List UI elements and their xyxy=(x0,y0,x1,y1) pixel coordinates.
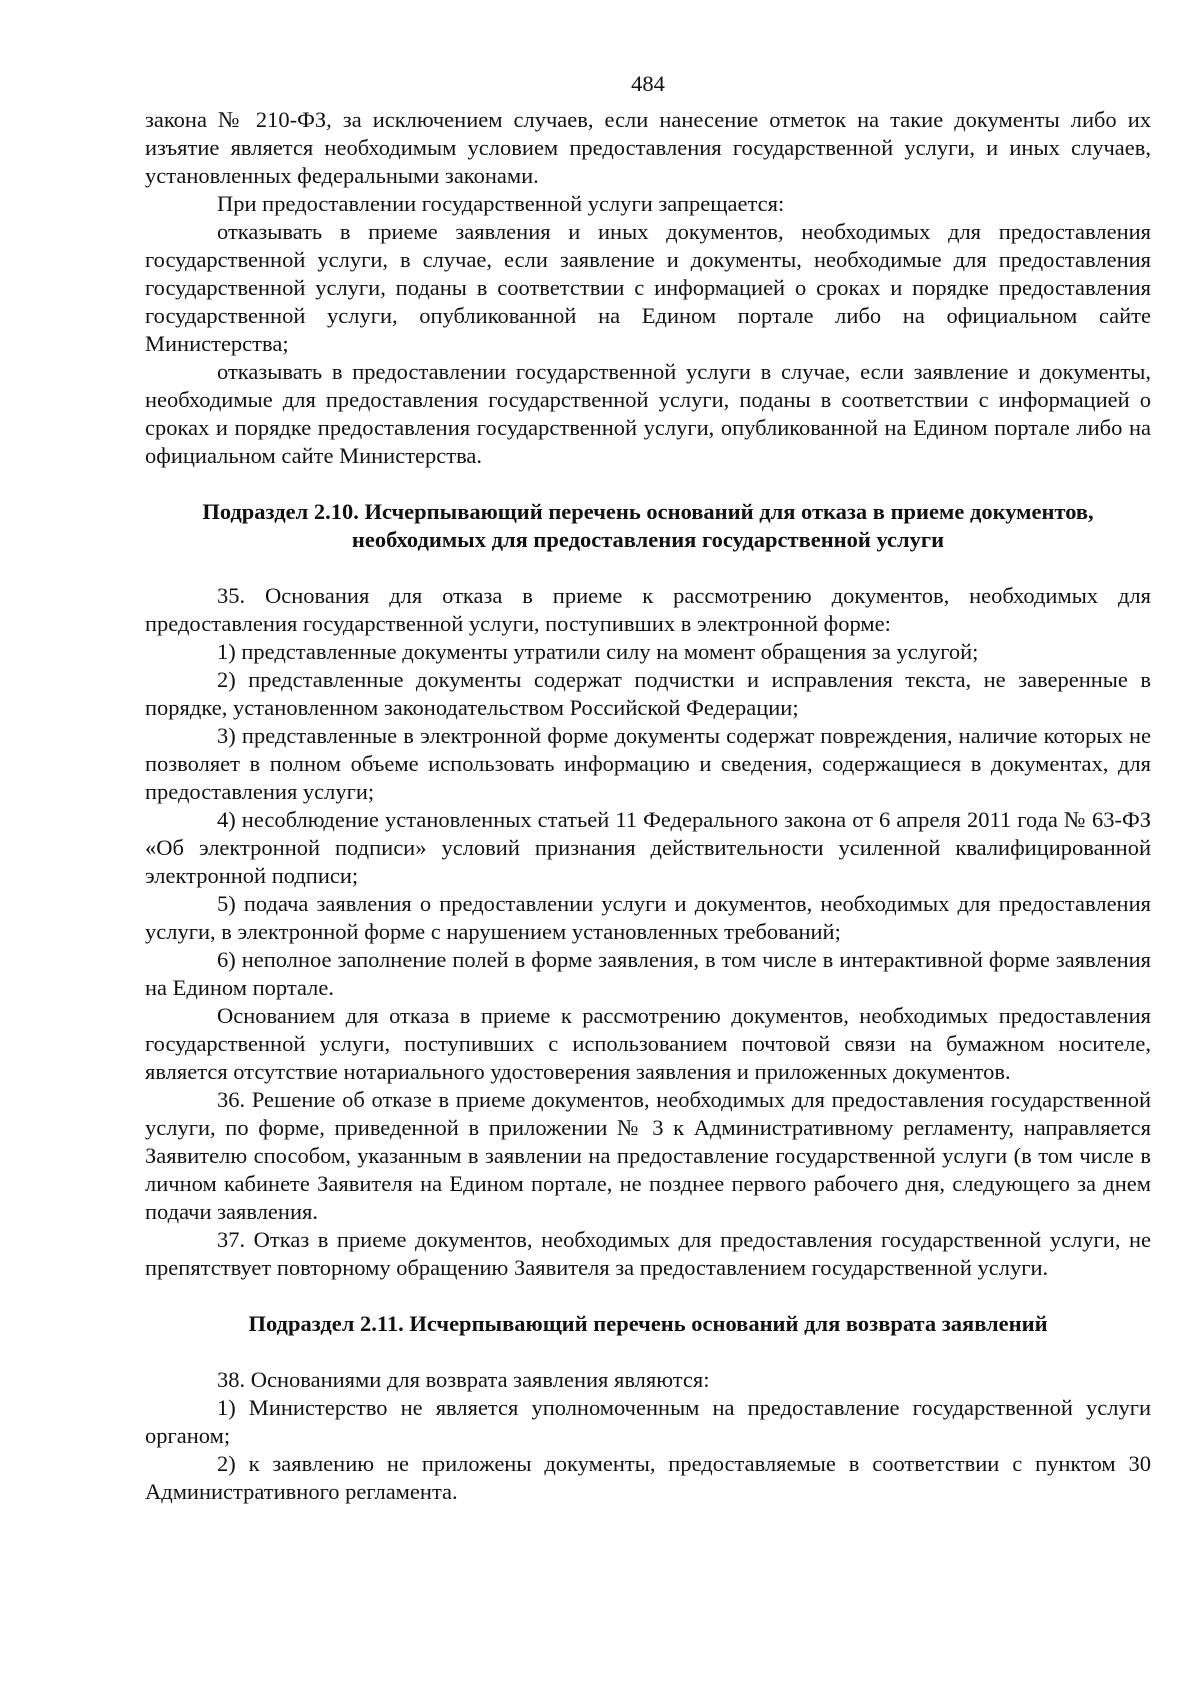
document-page xyxy=(145,70,1151,1506)
spacer xyxy=(145,554,1151,582)
paragraph-2-11-item: 38. Основаниями для возврата заявления являются: xyxy=(217,1367,710,1392)
paragraph-2-10-item: 2) представленные документы содержат подчистки и исправления текста, не заверенные в порядке, установленном законодательством Российской Федерации; xyxy=(145,667,1151,720)
paragraph-2-10-item: 5) подача заявления о предоставлении услуги и документов, необходимых для предоставления услуги, в электронной форме с нарушением установленных требований; xyxy=(145,891,1151,944)
paragraph-top-1: При предоставлении государственной услуги запрещается: xyxy=(217,191,785,216)
page-number: 484 xyxy=(631,71,665,96)
paragraph-2-10-item: 6) неполное заполнение полей в форме заявления, в том числе в интерактивной форме заявления на Едином портале. xyxy=(145,947,1151,1000)
spacer xyxy=(145,470,1151,498)
paragraph-2-10-item: 4) несоблюдение установленных статьей 11 Федерального закона от 6 апреля 2011 года № 63-ФЗ «Об электронной подписи» условий признания действительности усиленной квалифицированной электронной подписи; xyxy=(145,807,1151,888)
paragraph-2-10-item: 1) представленные документы утратили силу на момент обращения за услугой; xyxy=(217,639,979,664)
paragraph-2-10-item: 35. Основания для отказа в приеме к рассмотрению документов, необходимых для предоставления государственной услуги, поступивших в электронной форме: xyxy=(145,583,1151,636)
spacer xyxy=(145,1338,1151,1366)
paragraph-2-10-item: Основанием для отказа в приеме к рассмотрению документов, необходимых предоставления государственной услуги, поступивших с использованием почтовой связи на бумажном носителе, является отсутствие нотариального удостоверения заявления и приложенных документов. xyxy=(145,1003,1151,1084)
paragraph-2-10-item: 3) представленные в электронной форме документы содержат повреждения, наличие которых не позволяет в полном объеме использовать информацию и сведения, содержащиеся в документах, для предоставления услуги; xyxy=(145,723,1151,804)
paragraph-2-11-item: 2) к заявлению не приложены документы, предоставляемые в соответствии с пунктом 30 Административного регламента. xyxy=(145,1451,1151,1504)
section-heading-2-10: Подраздел 2.10. Исчерпывающий перечень оснований для отказа в приеме документов, необходимых для предоставления государственной услуги xyxy=(202,499,1094,552)
paragraph-2-10-item: 36. Решение об отказе в приеме документов, необходимых для предоставления государственной услуги, по форме, приведенной в приложении № 3 к Административному регламенту, направляется Заявителю способом, указанным в заявлении на предоставление государственной услуги (в том числе в личном кабинете Заявителя на Едином портале, не позднее первого рабочего дня, следующего за днем подачи заявления. xyxy=(145,1087,1151,1224)
paragraph-2-10-item: 37. Отказ в приеме документов, необходимых для предоставления государственной услуги, не препятствует повторному обращению Заявителя за предоставлением государственной услуги. xyxy=(145,1227,1151,1280)
paragraph-top-0: закона № 210-ФЗ, за исключением случаев, если нанесение отметок на такие документы либо их изъятие является необходимым условием предоставления государственной услуги, и иных случаев, установленных федеральными законами. xyxy=(145,107,1151,188)
paragraph-top-3: отказывать в предоставлении государственной услуги в случае, если заявление и документы, необходимые для предоставления государственной услуги, поданы в соответствии с информацией о сроках и порядке предоставления государственной услуги, опубликованной на Едином портале либо на официальном сайте Министерства. xyxy=(145,359,1151,468)
spacer xyxy=(145,1282,1151,1310)
paragraph-top-2: отказывать в приеме заявления и иных документов, необходимых для предоставления государственной услуги, в случае, если заявление и документы, необходимые для предоставления государственной услуги, поданы в соответствии с информацией о сроках и порядке предоставления государственной услуги, опубликованной на Едином портале либо на официальном сайте Министерства; xyxy=(145,219,1151,356)
section-heading-2-11: Подраздел 2.11. Исчерпывающий перечень оснований для возврата заявлений xyxy=(248,1311,1048,1336)
paragraph-2-11-item: 1) Министерство не является уполномоченным на предоставление государственной услуги органом; xyxy=(145,1395,1151,1448)
